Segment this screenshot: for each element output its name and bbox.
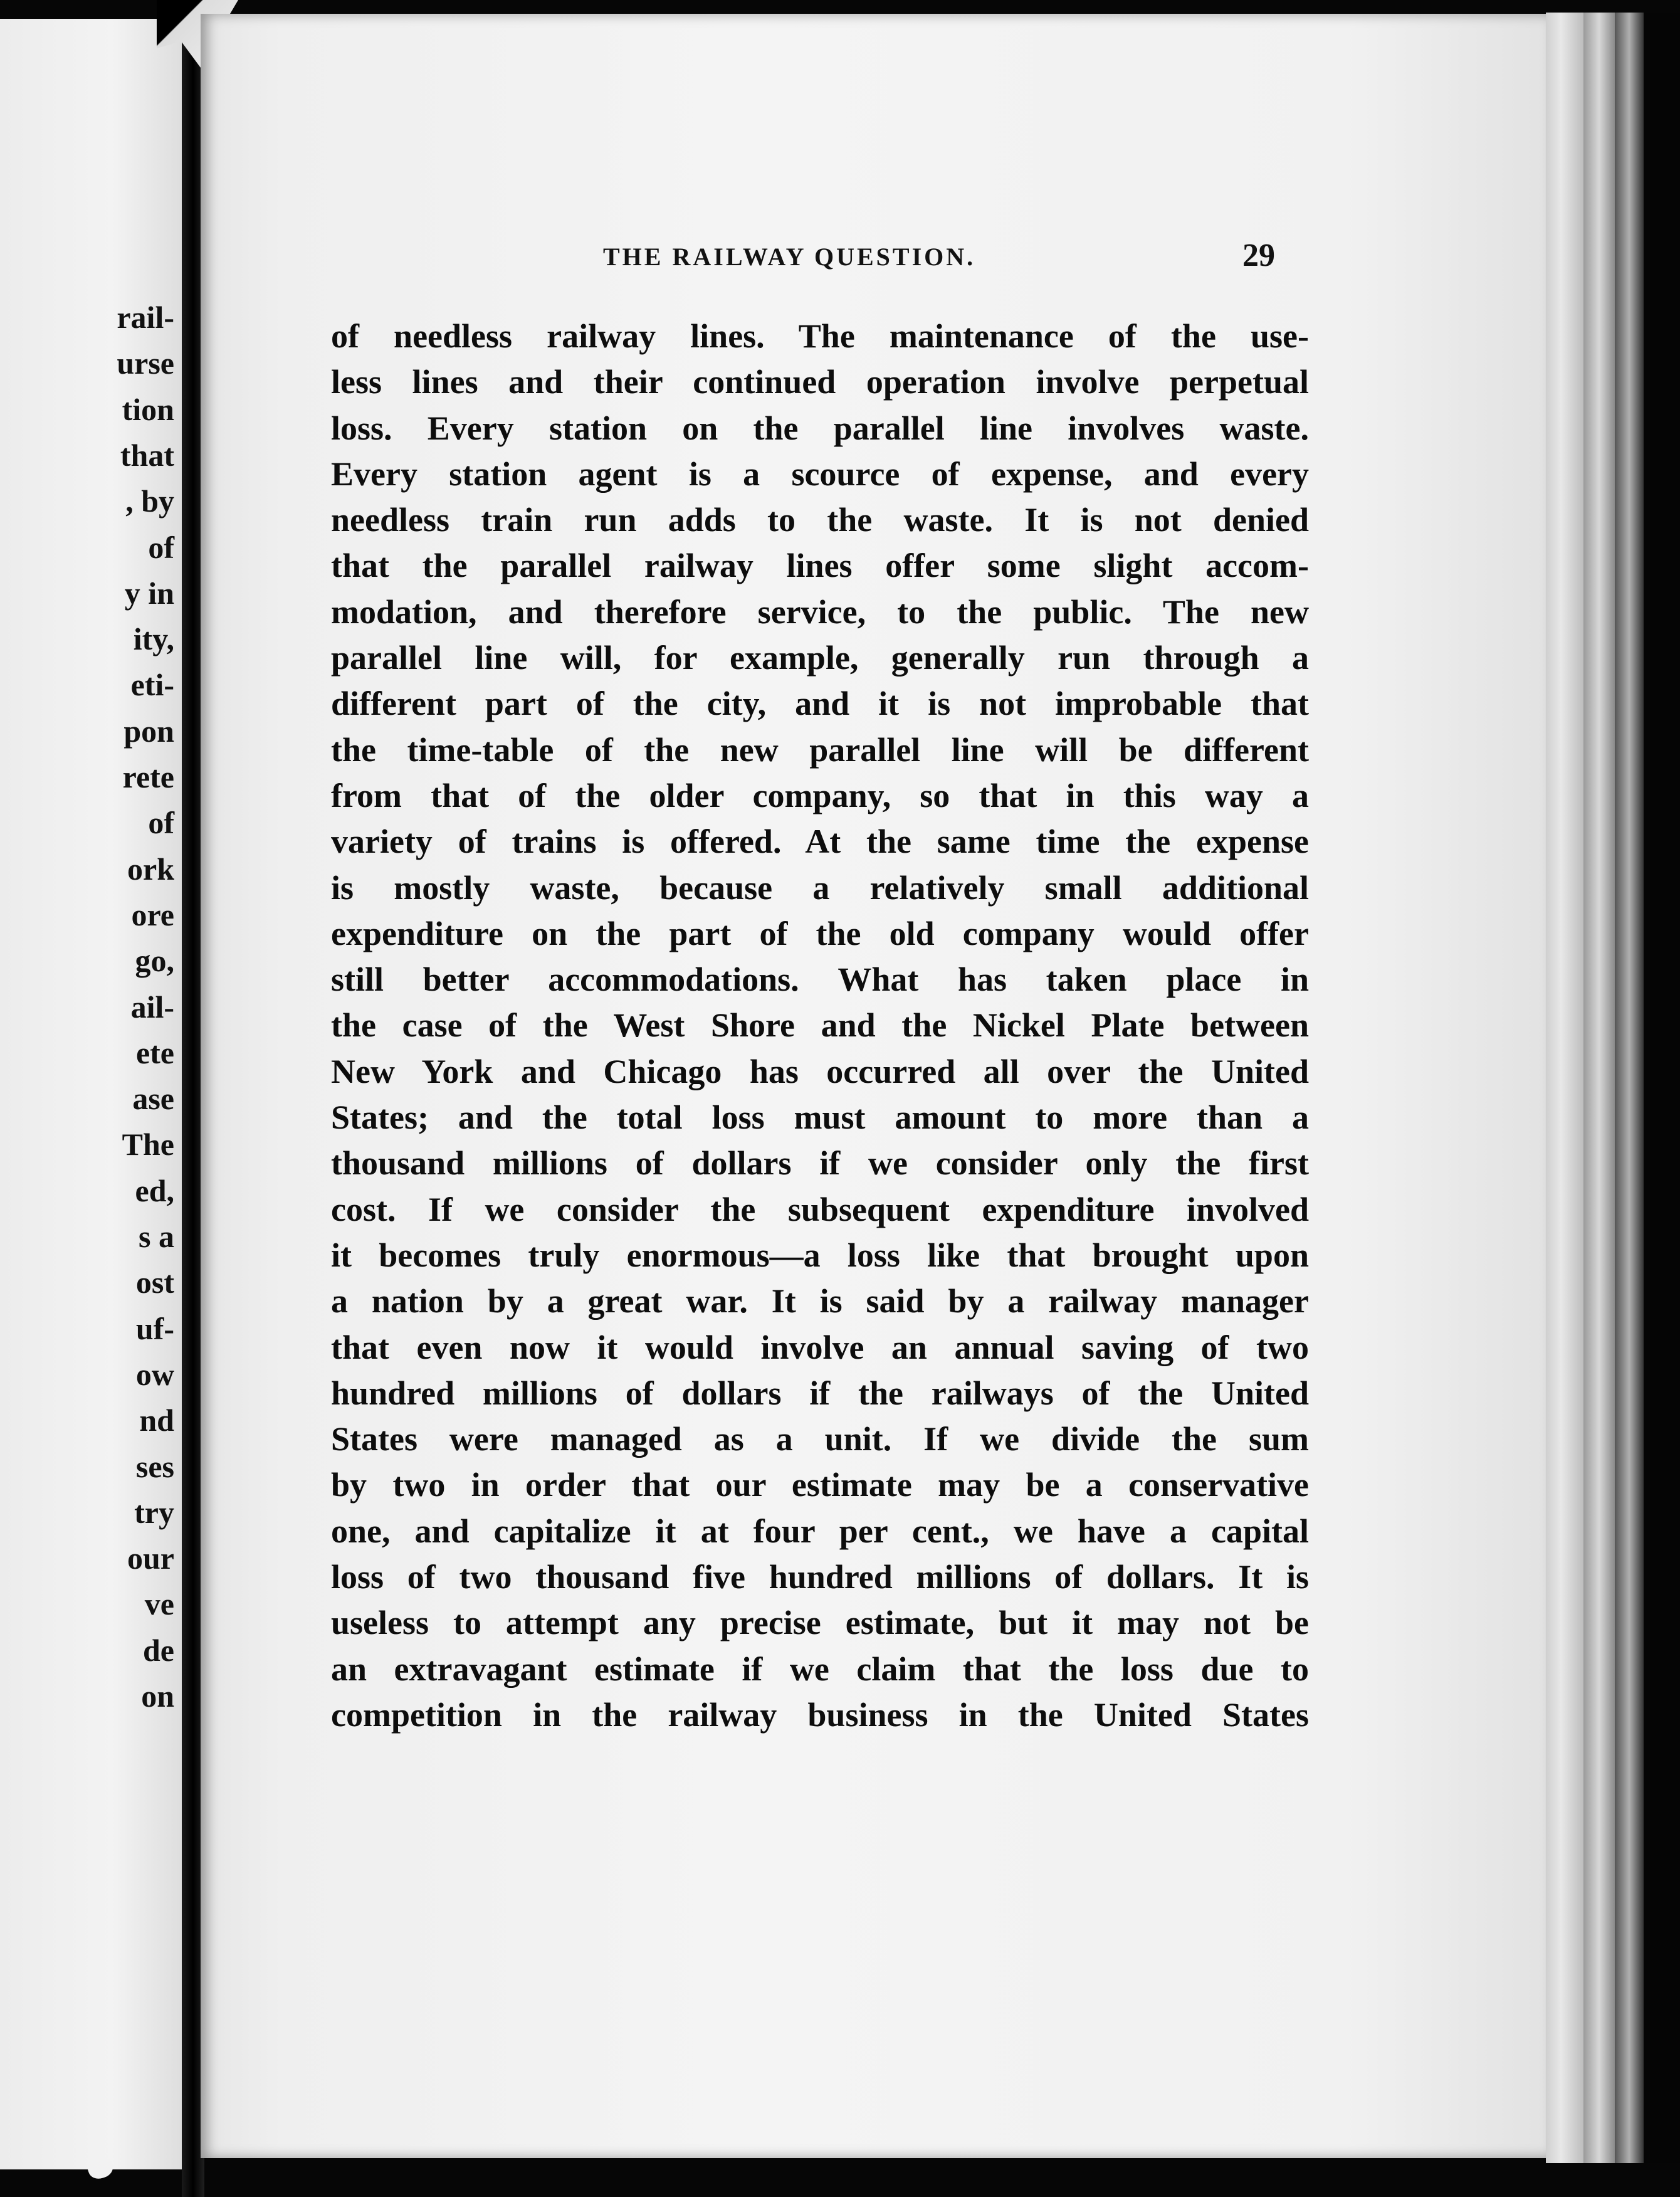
text-line: that even now it would involve an annual saving of two — [331, 1328, 1309, 1366]
previous-page-fragment: ses — [135, 1448, 174, 1484]
previous-page-fragment: uf- — [135, 1310, 174, 1346]
text-line: modation, and therefore service, to the public. The new — [331, 593, 1309, 631]
text-line: variety of trains is offered. At the same time the expense — [331, 823, 1309, 861]
text-line: the time-table of the new parallel line will be different — [331, 730, 1309, 769]
previous-page-fragment: go, — [135, 943, 174, 979]
text-line: expenditure on the part of the old company would offer — [331, 914, 1309, 952]
previous-page-fragment: our — [127, 1541, 174, 1576]
text-line: New York and Chicago has occurred all over the United — [331, 1052, 1309, 1090]
text-line: States were managed as a unit. If we divide the sum — [331, 1420, 1309, 1458]
page-edge-stack — [1583, 13, 1615, 2163]
text-line: hundred millions of dollars if the railways of the United — [331, 1374, 1309, 1412]
text-line: loss of two thousand five hundred millions of dollars. It is — [331, 1558, 1309, 1596]
previous-page-fragment: ed, — [135, 1172, 174, 1208]
previous-page-fragment: that — [120, 437, 174, 473]
previous-page-fragment: nd — [139, 1403, 174, 1438]
text-line: Every station agent is a scource of expense, and every — [331, 455, 1309, 493]
previous-page-fragment: ork — [127, 851, 174, 887]
previous-page-fragment: of — [148, 529, 174, 565]
text-line: thousand millions of dollars if we consider only the first — [331, 1144, 1309, 1183]
text-line: is mostly waste, because a relatively small additional — [331, 868, 1309, 907]
text-line: parallel line will, for example, generally run through a — [331, 639, 1309, 677]
previous-page-fragment: ase — [132, 1081, 174, 1117]
page-number: 29 — [1242, 238, 1275, 273]
previous-page-fragment: try — [134, 1494, 174, 1530]
previous-page-fragment: y in — [124, 575, 174, 611]
text-line: useless to attempt any precise estimate, but it may not be — [331, 1604, 1309, 1642]
previous-page-fragment: urse — [117, 345, 174, 381]
book-cover-edge — [1644, 13, 1680, 2163]
page-edge-stack — [1615, 13, 1644, 2163]
previous-page-fragment: s a — [139, 1219, 174, 1254]
text-line: different part of the city, and it is not improbable that — [331, 685, 1309, 723]
previous-page-fragment: of — [148, 805, 174, 841]
text-line: less lines and their continued operation involve perpetual — [331, 363, 1309, 401]
running-head: THE RAILWAY QUESTION. — [603, 243, 976, 271]
text-line: that the parallel railway lines offer some slight accom- — [331, 547, 1309, 585]
previous-page-edge — [0, 19, 188, 2169]
previous-page-fragment: , by — [125, 483, 174, 519]
previous-page-fragment: de — [143, 1632, 174, 1668]
text-line: still better accommodations. What has taken place in — [331, 961, 1309, 999]
previous-page-fragment: ow — [135, 1356, 174, 1392]
body-text — [331, 313, 1309, 1738]
previous-page-fragment: ity, — [133, 621, 174, 657]
text-line: by two in order that our estimate may be a conservative — [331, 1466, 1309, 1504]
previous-page-fragment: ore — [131, 897, 174, 932]
text-line: cost. If we consider the subsequent expenditure involved — [331, 1190, 1309, 1228]
text-line: needless train run adds to the waste. It is not denied — [331, 501, 1309, 539]
text-line: it becomes truly enormous—a loss like that brought upon — [331, 1236, 1309, 1274]
previous-page-fragment: pon — [123, 713, 174, 749]
text-line: a nation by a great war. It is said by a railway manager — [331, 1282, 1309, 1320]
previous-page-fragment: eti- — [130, 667, 174, 703]
previous-page-fragment: ost — [135, 1265, 174, 1300]
text-line: one, and capitalize it at four per cent., we have a capital — [331, 1512, 1309, 1550]
previous-page-fragment: tion — [122, 391, 174, 427]
previous-page-fragment: ete — [135, 1035, 174, 1070]
previous-page-fragment: rete — [122, 759, 174, 794]
previous-page-fragment: rail- — [117, 300, 174, 335]
text-line: of needless railway lines. The maintenance of the use- — [331, 317, 1309, 355]
text-line: States; and the total loss must amount to more than a — [331, 1098, 1309, 1137]
text-line: competition in the railway business in the United States — [331, 1695, 1309, 1734]
previous-page-fragment: The — [122, 1127, 174, 1162]
page-edge-stack — [1546, 13, 1583, 2163]
previous-page-fragment: on — [141, 1678, 174, 1714]
text-line: the case of the West Shore and the Nickel Plate between — [331, 1006, 1309, 1045]
text-line: loss. Every station on the parallel line involves waste. — [331, 409, 1309, 447]
text-line: from that of the older company, so that in this way a — [331, 776, 1309, 814]
text-line: an extravagant estimate if we claim that the loss due to — [331, 1650, 1309, 1688]
previous-page-fragment: ail- — [130, 989, 174, 1025]
previous-page-fragment: ve — [144, 1586, 174, 1622]
